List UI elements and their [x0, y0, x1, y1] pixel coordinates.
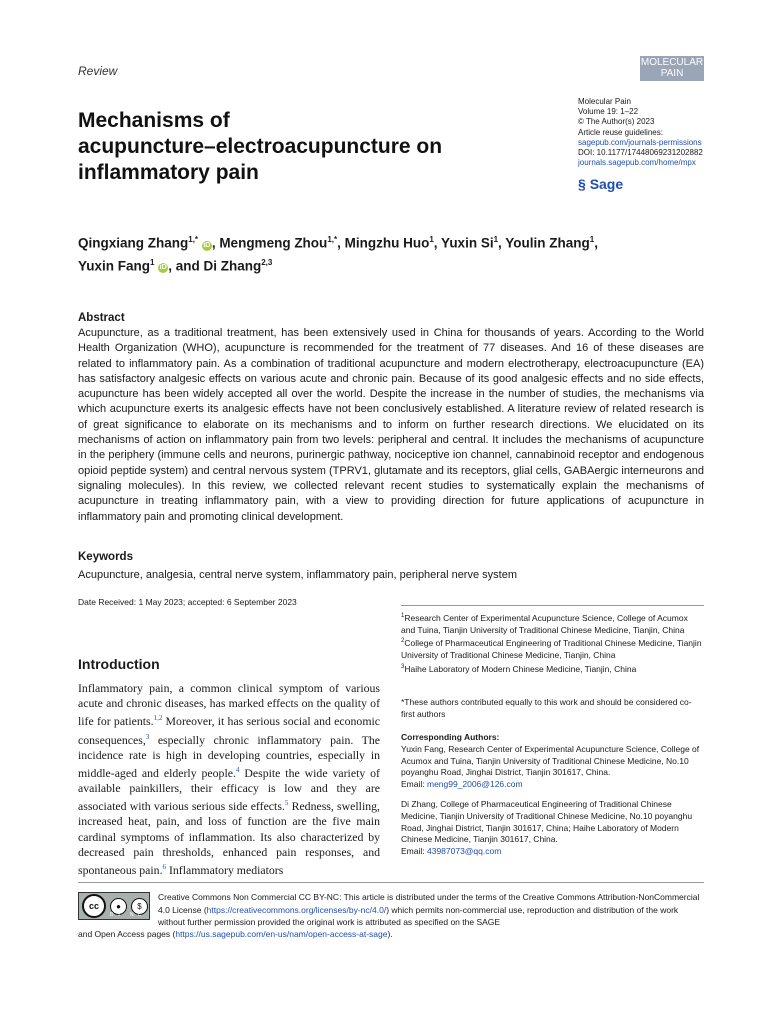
author-line-2: [78, 253, 698, 276]
email-link[interactable]: 43987073@qq.com: [426, 846, 502, 857]
email-link[interactable]: meng99_2006@126.com: [426, 779, 523, 790]
intro-text: Redness, swelling, increased heat, pain, and loss of function are the five main cardinal symptoms of inflammation. Its also characterized by decreased pain thresholds, enhanced pain responses, and spontaneous pain.: [78, 799, 380, 877]
author-affil: 2,3: [261, 257, 273, 267]
date-received: Date Received: 1 May 2023; accepted: 6 September 2023: [78, 597, 297, 607]
permissions-link[interactable]: sagepub.com/journals-permissions: [578, 137, 702, 147]
publisher-logo: [578, 176, 623, 192]
by-attribution-icon: ●: [110, 898, 127, 915]
license-link[interactable]: https://creativecommons.org/licenses/by-nc/4.0/: [206, 904, 387, 915]
publisher-name: Sage: [589, 176, 624, 192]
author-name: Yuxin Fang: [78, 258, 151, 273]
email-label: Email:: [401, 846, 427, 857]
citation[interactable]: 1,2: [153, 714, 163, 723]
corresponding-address: Yuxin Fang, Research Center of Experimental Acupuncture Science, College of Acumox and Tuina, Tianjin University of Traditional Chinese Medicine, No.10 poyanghu Road, Jinghai District, Tianjin 301617, China.: [401, 743, 700, 778]
introduction-body: [78, 681, 380, 878]
author-affil: 1: [589, 235, 595, 244]
meta-reuse: Article reuse guidelines:: [578, 127, 663, 137]
citation[interactable]: 4: [235, 765, 240, 774]
article-title: [78, 108, 558, 186]
badge-nc-label: NC: [129, 912, 146, 918]
author-name: , and Di Zhang: [168, 258, 262, 273]
affiliation: [401, 611, 704, 636]
affiliations: [401, 611, 704, 675]
abstract-body: Acupuncture, as a traditional treatment, has been extensively used in China for thousands of years. According to the World Health Organization (WHO), acupuncture is recommended for the treatment of 77 diseases. And 16 of these diseases are related to inflammatory pain. As a combination of traditional acupuncture and modern electrotherapy, electroacupuncture (EA) has satisfactory analgesic effects on various acute and chronic pain. Because of its good analgesic effects and no side effects, acupuncture has been widely accepted all over the world. Despite the increase in the number of studies, the mechanisms via which acupuncture exerts its analgesic effects have not been conclusively established. A literature review of related research is of great significance to elaborate on its mechanisms and to inform on further research directions. We elucidated on its mechanisms of action on inflammatory pain from two levels: peripheral and central. It includes the mechanisms of acupuncture in the periphery (immune cells and neurons, purinergic pathway, nociceptive ion channel, cannabinoid receptor and endogenous opioid peptide system) and central nervous system (TPRV1, glutamate and its receptors, glial cells, GABAergic interneurons and signaling molecules). In this review, we collected relevant recent studies to systematically explain the mechanisms of acupuncture in treating inflammatory pain, with a view to providing direction for future applications of acupuncture in inflammatory pain and promoting clinical development.: [78, 327, 704, 523]
author-list: [78, 230, 698, 275]
author-name: Qingxiang Zhang: [78, 235, 189, 251]
orcid-icon[interactable]: iD: [203, 241, 211, 249]
open-access-link[interactable]: https://us.sagepub.com/en-us/nam/open-access-at-sage: [175, 929, 388, 939]
journal-logo-line2: PAIN: [660, 68, 684, 79]
meta-doi: DOI: 10.1177/17448069231202882: [578, 148, 703, 158]
corresponding-authors: [401, 732, 704, 866]
author-separator: ,: [594, 235, 598, 251]
author-name: , Yuxin Si: [433, 235, 494, 251]
cc-icon: cc: [82, 894, 106, 918]
author-affil: 1: [493, 235, 499, 244]
affiliation-text: College of Pharmaceutical Engineering of Traditional Chinese Medicine, Tianjin University of Traditional Chinese Medicine, Tianjin, China: [401, 638, 702, 661]
citation[interactable]: 3: [145, 732, 150, 741]
journal-logo: [640, 56, 704, 81]
author-name: , Mingzhu Huo: [337, 235, 430, 251]
journal-logo-line1: MOLECULAR: [640, 57, 704, 68]
affiliation-number: 3: [401, 663, 405, 670]
title-line-3: inflammatory pain: [78, 161, 259, 184]
meta-copyright: © The Author(s) 2023: [578, 117, 655, 127]
license-text-continued: [78, 928, 704, 941]
author-affil: 1,*: [327, 235, 338, 244]
sage-s-icon: §: [578, 176, 586, 192]
intro-text: Inflammatory mediators: [166, 862, 284, 877]
intro-text: Despite the wide variety of available painkillers, their efficacy is low and they are associated with various serious side effects.: [78, 765, 380, 814]
citation[interactable]: 5: [284, 799, 289, 808]
meta-journal: Molecular Pain: [578, 97, 631, 106]
license-divider: [78, 882, 704, 883]
email-label: Email:: [401, 779, 427, 790]
affiliation-divider: [401, 605, 704, 606]
corresponding-address: Di Zhang, College of Pharmaceutical Engineering of Traditional Chinese Medicine, Tianjin University of Traditional Chinese Medicine, No.10 poyanghu Road, Jinghai District, Tianjin 301617, China; Haihe Laboratory of Modern Chinese Medicine, Tianjin 301617, China.: [401, 798, 693, 845]
abstract-heading: Abstract: [78, 312, 125, 324]
author-affil: 1: [429, 235, 434, 244]
introduction-heading: Introduction: [78, 656, 160, 672]
license-part: Creative Commons Non Commercial CC BY-NC: This article is distributed under the terms of the Creative Commons Attribution-NonCommercial 4.0 License (: [158, 892, 700, 915]
affiliation-text: Research Center of Experimental Acupuncture Science, College of Acumox and Tuina, Tianjin University of Traditional Chinese Medicine, Tianjin, China: [401, 612, 688, 635]
intro-text: especially chronic inflammatory pain. The incidence rate is high in developing countries, especially in middle-aged and elderly people.: [78, 732, 380, 780]
author-name: , Youlin Zhang: [498, 235, 590, 251]
orcid-icon[interactable]: iD: [159, 264, 167, 271]
affiliation-number: 1: [401, 613, 405, 619]
meta-volume: Volume 19: 1–22: [578, 107, 639, 117]
equal-contribution-note: *These authors contributed equally to this work and should be considered co-first authors: [401, 697, 692, 719]
author-line-1: [78, 230, 698, 253]
license-text: [158, 891, 704, 929]
title-line-1: Mechanisms of: [78, 109, 230, 132]
nc-noncommercial-icon: $: [131, 898, 148, 915]
keywords-body: Acupuncture, analgesia, central nerve system, inflammatory pain, peripheral nerve system: [78, 569, 517, 581]
citation[interactable]: 6: [162, 862, 167, 871]
journal-link[interactable]: journals.sagepub.com/home/mpx: [578, 158, 696, 168]
affiliation: [401, 636, 704, 661]
corresponding-heading: Corresponding Authors:: [401, 732, 500, 742]
license-part: ).: [387, 929, 393, 939]
creative-commons-badge: [78, 892, 150, 920]
section-tag: Review: [78, 64, 118, 78]
article-meta: [578, 97, 703, 168]
author-name: , Mengmeng Zhou: [211, 235, 328, 251]
corresponding-author-fang: [401, 744, 704, 791]
intro-text: Moreover, it has serious social and economic consequences,: [78, 714, 381, 747]
license-part: ) which permits non-commercial use, reproduction and distribution of the work without further permission provided the original work is attributed as specified on the SAGE: [158, 904, 679, 927]
author-affil: 1: [150, 257, 155, 267]
corresponding-author-zhang: [401, 799, 704, 858]
badge-by-label: BY: [110, 912, 125, 918]
affiliation: [401, 662, 704, 676]
license-part: and Open Access pages (: [78, 929, 176, 939]
cc-badge-labels: [110, 912, 145, 918]
affiliation-text: Haihe Laboratory of Modern Chinese Medicine, Tianjin, China: [404, 663, 637, 674]
intro-text: Inflammatory pain, a common clinical symptom of various acute and chronic diseases, has marked effects on the quality of life for patients.: [78, 681, 380, 729]
keywords-heading: Keywords: [78, 551, 133, 563]
affiliation-number: 2: [401, 638, 405, 645]
author-affil: 1,*: [188, 235, 199, 244]
title-line-2: acupuncture–electroacupuncture on: [78, 135, 443, 158]
